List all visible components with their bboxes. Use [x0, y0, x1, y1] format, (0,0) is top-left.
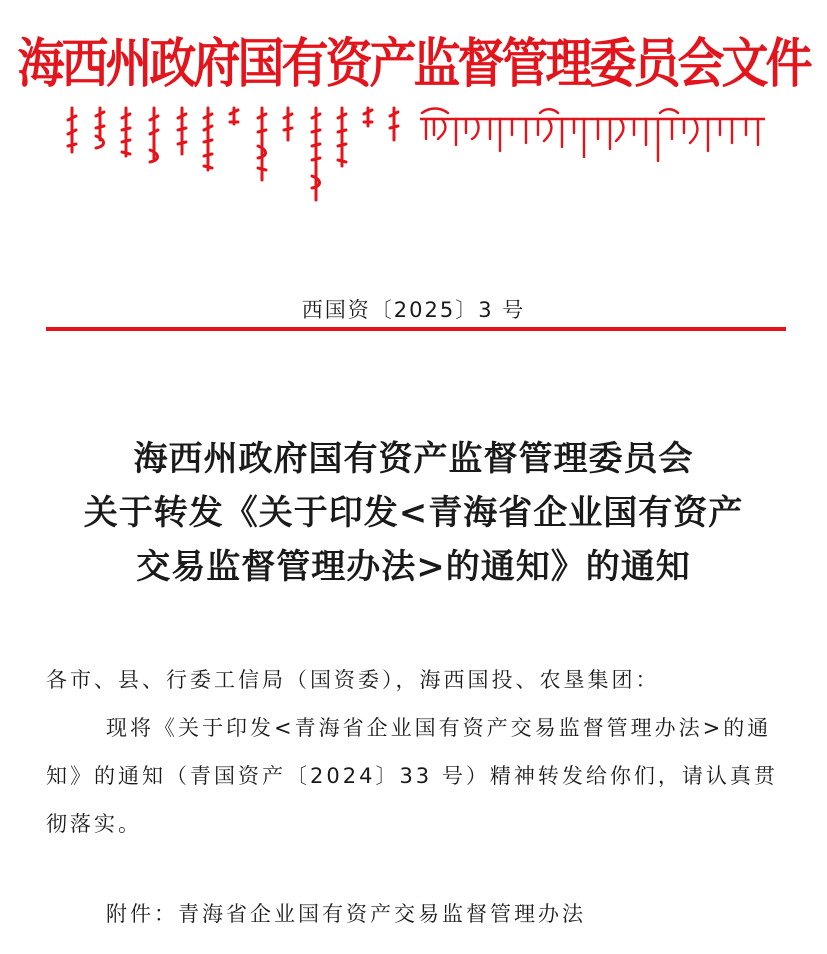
- title-line-1: 海西州政府国有资产监督管理委员会: [133, 439, 694, 479]
- document-title: [40, 432, 787, 594]
- mongolian-script-title: [62, 100, 412, 210]
- attachment-line: 附件：青海省企业国有资产交易监督管理办法: [106, 902, 586, 926]
- title-line-2: 关于转发《关于印发<青海省企业国有资产: [83, 493, 744, 533]
- body-paragraph: 现将《关于印发<青海省企业国有资产交易监督管理办法>的通知》的通知（青国资产〔2024〕33 号）精神转发给你们，请认真贯彻落实。: [46, 716, 778, 836]
- red-divider: [46, 327, 786, 331]
- tibetan-script-title: [420, 105, 765, 175]
- document-number: 西国资〔2025〕3 号: [301, 298, 526, 322]
- salutation: 各市、县、行委工信局（国资委），海西国投、农垦集团：: [46, 668, 660, 692]
- header-title: 海西州政府国有资产监督管理委员会文件: [17, 33, 810, 95]
- title-line-3: 交易监督管理办法>的通知》的通知: [136, 547, 691, 587]
- document-body: [46, 656, 786, 848]
